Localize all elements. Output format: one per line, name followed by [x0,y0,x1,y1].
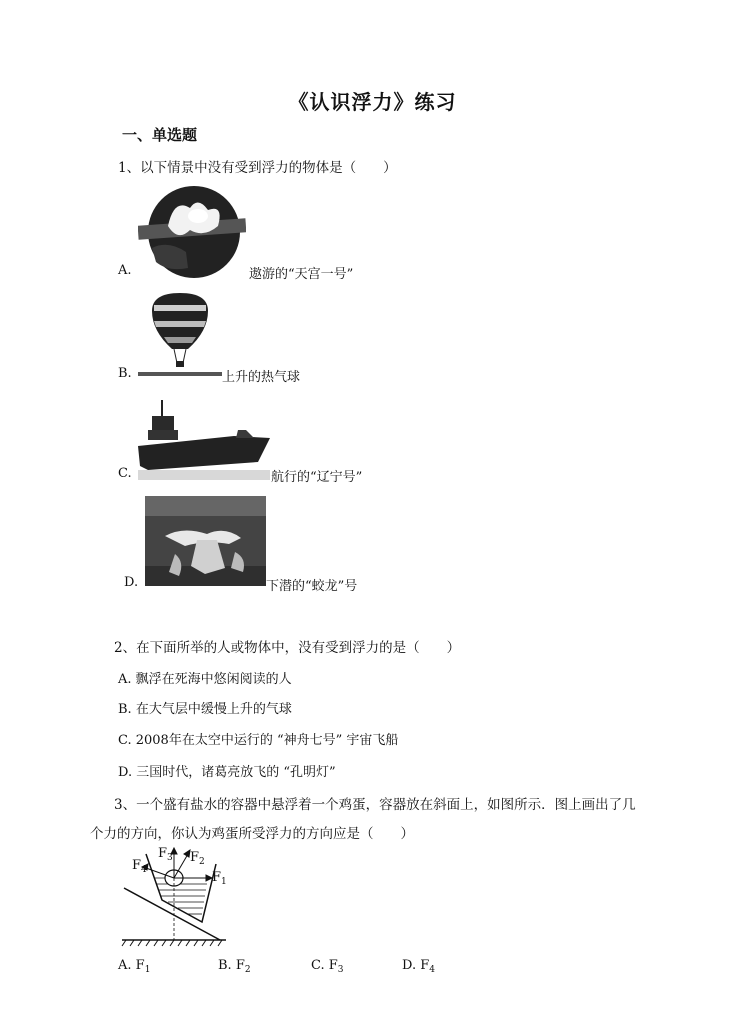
q1-option-b-letter: B. [118,366,132,381]
q1-option-d-letter: D. [124,575,139,590]
q1-option-b-text: 上升的热气球 [222,370,301,385]
q1-option-a-text: 遨游的“天宫一号” [249,267,354,282]
hot-air-balloon-image [138,291,222,379]
question-3-stem-line-2: 个力的方向，你认为鸡蛋所受浮力的方向应是（ ） [90,826,414,842]
q1-option-d-text: 下潜的“蛟龙”号 [266,579,358,594]
page-title: 《认识浮力》练习 [288,90,457,114]
f3-label: $F_3$ [158,846,173,863]
q3-option-b: B. $F_2$ [218,958,251,975]
f1-label: $F_1$ [212,870,227,887]
section-heading: 一、单选题 [122,126,198,144]
q3-option-a: A. $F_1$ [118,958,151,975]
q1-option-c-letter: C. [118,466,132,481]
question-1-stem: 1、以下情景中没有受到浮力的物体是（ ） [118,160,397,176]
q2-option-a: A. 飘浮在死海中悠闲阅读的人 [118,672,292,687]
question-3-stem-line-1: 3、一个盛有盐水的容器中悬浮着一个鸡蛋，容器放在斜面上，如图所示．图上画出了几 [114,797,636,813]
q3-option-d: D. $F_4$ [402,958,435,975]
q3-option-c: C. $F_3$ [311,958,344,975]
q1-option-a-letter: A. [118,263,132,278]
f4-label: $F_4$ [132,858,147,875]
tiangong-image [138,186,246,278]
incline-egg-diagram [118,842,230,948]
q2-option-b: B. 在大气层中缓慢上升的气球 [118,702,292,717]
f2-label: $F_2$ [190,850,205,867]
q2-option-d: D. 三国时代，诸葛亮放飞的 “孔明灯” [118,765,336,780]
q2-option-c: C. 2008年在太空中运行的 “神舟七号” 宇宙飞船 [118,733,399,748]
q1-option-c-text: 航行的“辽宁号” [271,470,363,485]
jiaolong-submersible-image [145,496,266,586]
question-2-stem: 2、在下面所举的人或物体中，没有受到浮力的是（ ） [114,640,461,656]
liaoning-ship-image [138,396,270,480]
